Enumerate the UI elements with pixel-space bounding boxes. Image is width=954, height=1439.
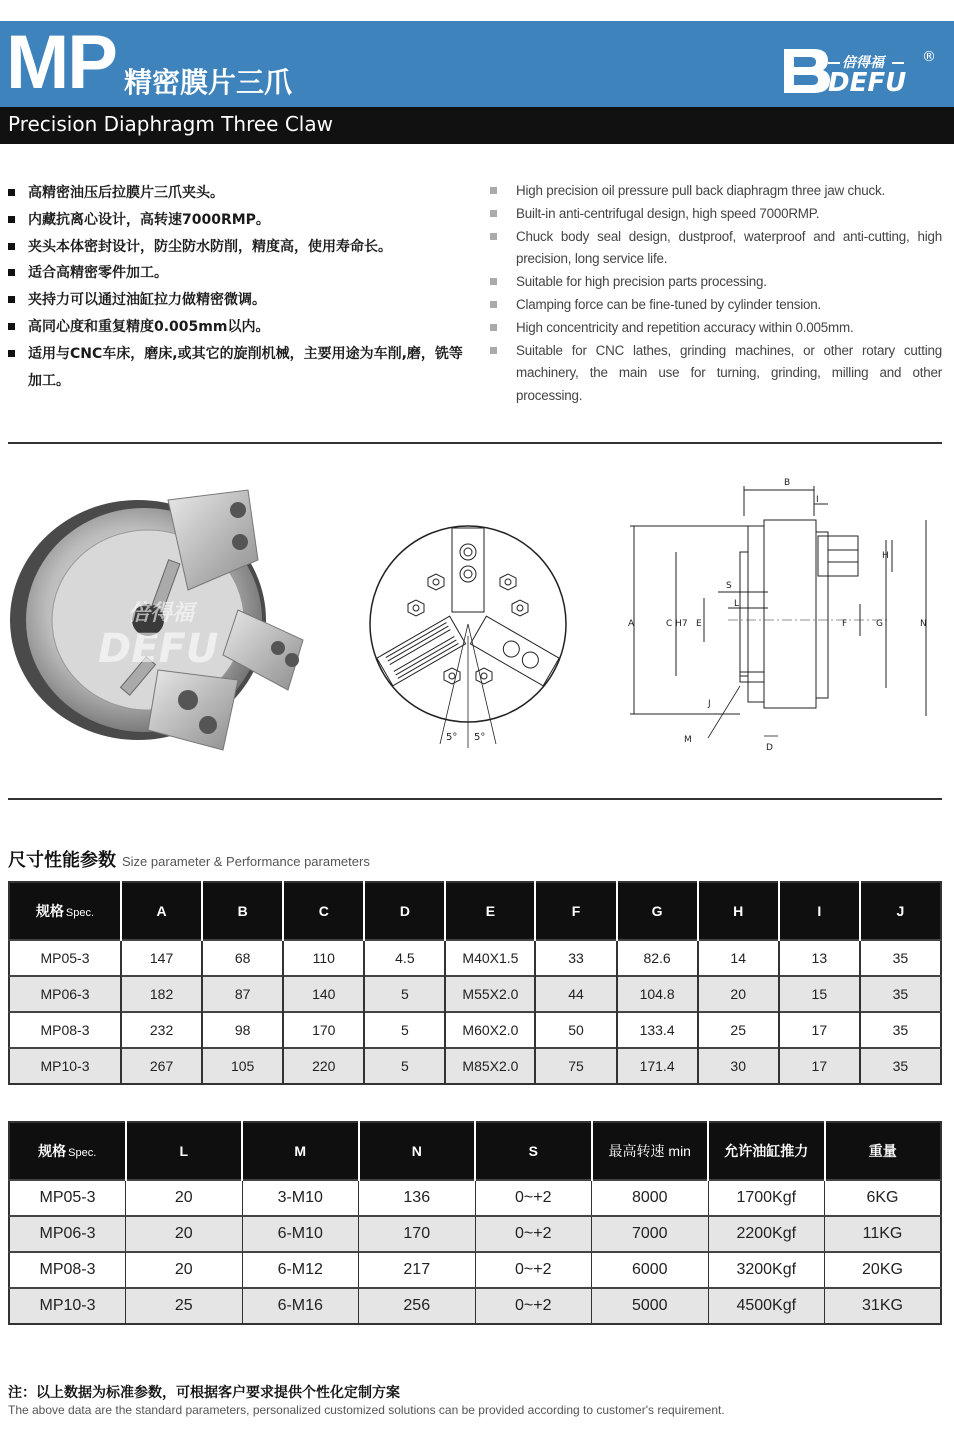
col-header: E — [445, 882, 535, 940]
table-cell: 136 — [359, 1180, 476, 1216]
table-cell: 35 — [860, 976, 941, 1012]
table-cell: 25 — [126, 1288, 243, 1324]
table-cell: 20 — [126, 1252, 243, 1288]
dim-label: E — [696, 619, 702, 629]
table-cell: 3-M10 — [242, 1180, 359, 1216]
dim-label: M — [684, 735, 692, 745]
table-cell: 0~+2 — [475, 1252, 592, 1288]
table-cell: 147 — [121, 940, 202, 976]
table-cell: 30 — [698, 1048, 779, 1084]
col-header: H — [698, 882, 779, 940]
table-cell: 7000 — [592, 1216, 709, 1252]
dim-label: G — [876, 619, 883, 629]
col-header: S — [475, 1122, 592, 1180]
dim-label: C H7 — [666, 619, 688, 629]
front-view-drawing — [360, 516, 576, 756]
table-cell: MP08-3 — [9, 1252, 126, 1288]
feature-en-item: Built-in anti-centrifugal design, high speed 7000RMP. — [490, 203, 942, 226]
col-header: J — [860, 882, 941, 940]
logo-text-cn: 倍得福 — [842, 55, 884, 71]
table-cell: 17 — [779, 1012, 860, 1048]
table-row — [9, 940, 941, 976]
table-cell: 35 — [860, 1048, 941, 1084]
section-title — [8, 846, 370, 872]
header-banner — [0, 21, 954, 107]
table-cell: 110 — [283, 940, 364, 976]
table-cell: MP10-3 — [9, 1288, 126, 1324]
spec-table-1 — [8, 881, 942, 1085]
table-cell: 15 — [779, 976, 860, 1012]
table-cell: 182 — [121, 976, 202, 1012]
table-cell: 104.8 — [617, 976, 698, 1012]
brand-logo — [780, 41, 940, 97]
title-cn: 精密膜片三爪 — [124, 66, 293, 99]
spec-table-2 — [8, 1121, 942, 1325]
feature-en-item: High concentricity and repetition accuracy within 0.005mm. — [490, 317, 942, 340]
table-row — [9, 1288, 941, 1324]
angle-label-left: 5° — [446, 732, 458, 743]
table-cell: 14 — [698, 940, 779, 976]
table-cell: M55X2.0 — [445, 976, 535, 1012]
table-cell: MP10-3 — [9, 1048, 121, 1084]
table-row — [9, 976, 941, 1012]
dim-label: I — [816, 495, 819, 505]
feature-en-item: Chuck body seal design, dustproof, waterproof and anti-cutting, high precision, long service life. — [490, 226, 942, 272]
registered-mark: ® — [922, 49, 936, 65]
section-title-cn: 尺寸性能参数 — [8, 850, 116, 871]
table-cell: 44 — [535, 976, 616, 1012]
table-row — [9, 1012, 941, 1048]
table-cell: 170 — [283, 1012, 364, 1048]
col-header-spec: 规格 Spec. — [9, 1122, 126, 1180]
table-cell: MP08-3 — [9, 1012, 121, 1048]
table-cell: 98 — [202, 1012, 283, 1048]
table-cell: 20 — [126, 1180, 243, 1216]
section-title-en: Size parameter & Performance parameters — [122, 854, 370, 869]
feature-cn-item: 高同心度和重复精度0.005mm以内。 — [8, 314, 468, 341]
feature-en-item: Suitable for CNC lathes, grinding machines, or other rotary cutting machinery, the main use for turning, grinding, milling and other processing. — [490, 340, 942, 408]
feature-cn-item: 适用与CNC车床，磨床,或其它的旋削机械，主要用途为车削,磨，铣等加工。 — [8, 341, 468, 395]
table-cell: 3200Kgf — [708, 1252, 825, 1288]
feature-en-item: Clamping force can be fine-tuned by cylinder tension. — [490, 294, 942, 317]
table-cell: 232 — [121, 1012, 202, 1048]
table-cell: 11KG — [825, 1216, 942, 1252]
table-cell: 20 — [126, 1216, 243, 1252]
table-cell: 35 — [860, 940, 941, 976]
feature-cn-item: 夹持力可以通过油缸拉力做精密微调。 — [8, 287, 468, 314]
col-header: L — [126, 1122, 243, 1180]
feature-en-item: High precision oil pressure pull back diaphragm three jaw chuck. — [490, 180, 942, 203]
dim-label: B — [784, 478, 791, 488]
dim-label: F — [842, 619, 848, 629]
table-cell: MP06-3 — [9, 1216, 126, 1252]
table-cell: M40X1.5 — [445, 940, 535, 976]
side-view-drawing — [628, 476, 944, 764]
table-cell: 13 — [779, 940, 860, 976]
table-cell: 171.4 — [617, 1048, 698, 1084]
feature-cn-item: 适合高精密零件加工。 — [8, 260, 468, 287]
watermark-cn: 倍得福 — [128, 601, 195, 626]
col-header: I — [779, 882, 860, 940]
table-cell: 68 — [202, 940, 283, 976]
watermark-en: DEFU — [98, 626, 219, 672]
table-cell: 20 — [698, 976, 779, 1012]
dim-label: D — [766, 743, 773, 753]
table-cell: 4.5 — [364, 940, 445, 976]
table-cell: MP05-3 — [9, 1180, 126, 1216]
table-cell: 256 — [359, 1288, 476, 1324]
dim-label: S — [726, 581, 732, 591]
col-header: F — [535, 882, 616, 940]
model-code: MP — [6, 20, 116, 105]
table-cell: 6-M12 — [242, 1252, 359, 1288]
table-row — [9, 1252, 941, 1288]
col-header: D — [364, 882, 445, 940]
table-cell: 0~+2 — [475, 1216, 592, 1252]
table-row — [9, 1216, 941, 1252]
table-cell: 1700Kgf — [708, 1180, 825, 1216]
dim-label: J — [708, 699, 711, 709]
table-cell: 5 — [364, 1048, 445, 1084]
table-row — [9, 1048, 941, 1084]
feature-en-item: Suitable for high precision parts processing. — [490, 271, 942, 294]
table-cell: 25 — [698, 1012, 779, 1048]
table-cell: 217 — [359, 1252, 476, 1288]
features-cn-list — [8, 180, 468, 394]
table-cell: 35 — [860, 1012, 941, 1048]
product-photo — [8, 480, 308, 770]
dim-label: L — [734, 599, 740, 609]
col-header: 允许油缸推力 — [708, 1122, 825, 1180]
feature-cn-item: 内藏抗离心设计，高转速7000RMP。 — [8, 207, 468, 234]
table-row — [9, 1180, 941, 1216]
feature-cn-item: 夹头本体密封设计，防尘防水防削，精度高，使用寿命长。 — [8, 234, 468, 261]
col-header: C — [283, 882, 364, 940]
note-en: The above data are the standard parameters, personalized customized solutions can be provided according to customer's requirement. — [8, 1403, 725, 1417]
col-header: N — [359, 1122, 476, 1180]
col-header: M — [242, 1122, 359, 1180]
divider — [8, 442, 942, 444]
note-cn: 注：以上数据为标准参数，可根据客户要求提供个性化定制方案 — [8, 1385, 400, 1401]
table-cell: 133.4 — [617, 1012, 698, 1048]
table-cell: 220 — [283, 1048, 364, 1084]
features-en-list — [490, 180, 942, 408]
table-cell: 17 — [779, 1048, 860, 1084]
divider — [8, 798, 942, 800]
table-cell: 33 — [535, 940, 616, 976]
table-cell: M60X2.0 — [445, 1012, 535, 1048]
feature-cn-item: 高精密油压后拉膜片三爪夹头。 — [8, 180, 468, 207]
table-cell: 50 — [535, 1012, 616, 1048]
table-cell: 82.6 — [617, 940, 698, 976]
col-header: G — [617, 882, 698, 940]
table-cell: 0~+2 — [475, 1288, 592, 1324]
table-cell: 75 — [535, 1048, 616, 1084]
table-cell: 267 — [121, 1048, 202, 1084]
table-cell: 5 — [364, 976, 445, 1012]
table-cell: 6-M10 — [242, 1216, 359, 1252]
col-header: 重量 — [825, 1122, 942, 1180]
title-en: Precision Diaphragm Three Claw — [8, 112, 333, 136]
table-cell: 6KG — [825, 1180, 942, 1216]
table-cell: 6000 — [592, 1252, 709, 1288]
logo-text-en: DEFU — [828, 68, 907, 97]
table-cell: 105 — [202, 1048, 283, 1084]
table-cell: M85X2.0 — [445, 1048, 535, 1084]
subtitle-bar — [0, 107, 954, 144]
table-cell: 6-M16 — [242, 1288, 359, 1324]
dim-label: A — [628, 619, 635, 629]
table-cell: 0~+2 — [475, 1180, 592, 1216]
dim-label: N — [920, 619, 927, 629]
table-cell: 4500Kgf — [708, 1288, 825, 1324]
col-header: B — [202, 882, 283, 940]
table-cell: 20KG — [825, 1252, 942, 1288]
table-cell: 31KG — [825, 1288, 942, 1324]
table-cell: 5 — [364, 1012, 445, 1048]
col-header: 最高转速 min — [592, 1122, 709, 1180]
col-header: A — [121, 882, 202, 940]
table-cell: 140 — [283, 976, 364, 1012]
table-cell: 5000 — [592, 1288, 709, 1324]
col-header-spec: 规格 Spec. — [9, 882, 121, 940]
table-cell: 87 — [202, 976, 283, 1012]
angle-label-right: 5° — [474, 732, 486, 743]
table-cell: MP06-3 — [9, 976, 121, 1012]
table-cell: 170 — [359, 1216, 476, 1252]
table-cell: MP05-3 — [9, 940, 121, 976]
table-cell: 8000 — [592, 1180, 709, 1216]
table-cell: 2200Kgf — [708, 1216, 825, 1252]
dim-label: H — [882, 551, 889, 561]
